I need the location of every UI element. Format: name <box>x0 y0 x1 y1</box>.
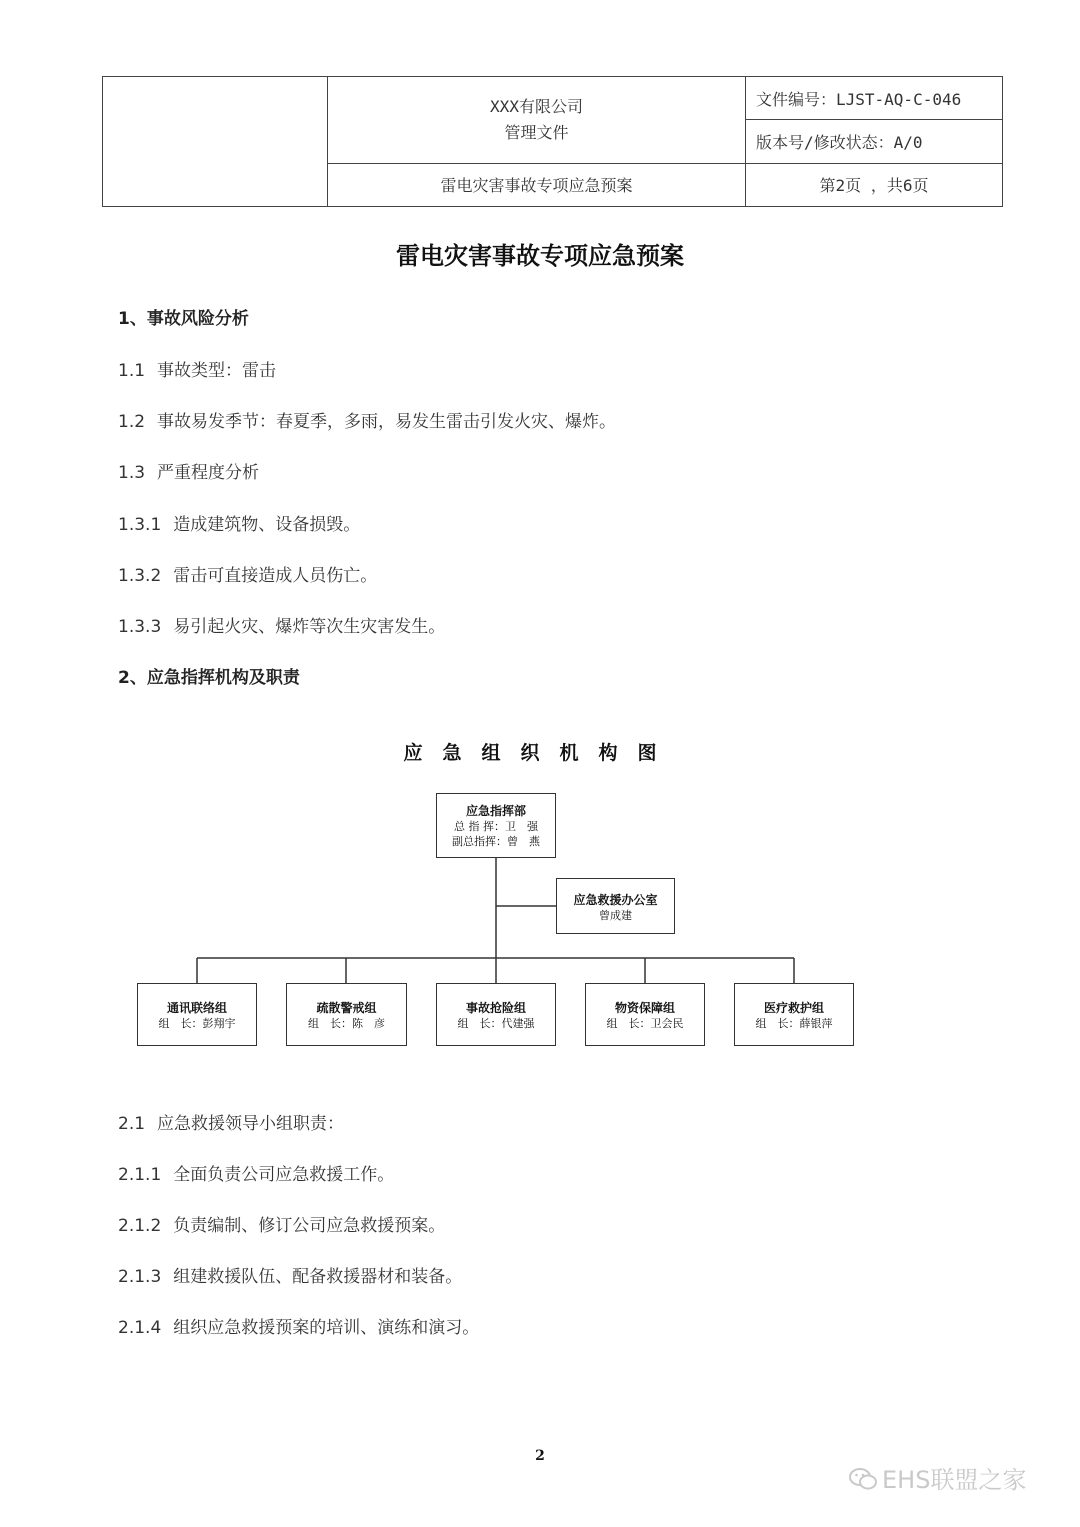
box-name: 疏散警戒组 <box>316 1001 377 1015</box>
item-number: 2.1.2 <box>118 1216 162 1236</box>
box-line: 曾成建 <box>599 909 632 922</box>
item-number: 2.1 <box>118 1114 146 1134</box>
item-text: 雷击可直接造成人员伤亡。 <box>173 566 378 586</box>
section2-item <box>118 1313 479 1338</box>
box-name: 应急指挥部 <box>465 804 526 818</box>
box-name: 事故抢险组 <box>465 1001 526 1015</box>
item-number: 2.1.3 <box>118 1267 162 1287</box>
box-name: 物资保障组 <box>614 1001 675 1015</box>
version-status: 版本号/修改状态：A/0 <box>746 120 1003 163</box>
group-box <box>137 983 257 1046</box>
item-text: 事故易发季节：春夏季，多雨，易发生雷击引发火灾、爆炸。 <box>157 412 617 432</box>
section2-item <box>118 1211 445 1236</box>
group-box <box>734 983 854 1046</box>
box-line: 副总指挥：曾 燕 <box>452 835 540 848</box>
box-line: 组 长：彭翔宇 <box>158 1017 236 1030</box>
box-name: 医疗救护组 <box>763 1001 824 1015</box>
watermark <box>848 1460 1026 1495</box>
rescue-office-box <box>556 878 675 934</box>
box-line: 总 指 挥：卫 强 <box>454 820 538 833</box>
box-line: 组 长：陈 彦 <box>308 1017 385 1030</box>
box-line: 组 长：卫会民 <box>606 1017 684 1030</box>
item-text: 造成建筑物、设备损毁。 <box>173 515 361 535</box>
document-title: 雷电灾害事故专项应急预案 <box>396 242 684 270</box>
section1-heading: 1、事故风险分析 <box>118 309 249 329</box>
section2-item <box>118 1262 462 1287</box>
item-text: 严重程度分析 <box>157 463 260 483</box>
box-line: 组 长：代建强 <box>457 1017 535 1030</box>
group-box <box>436 983 556 1046</box>
item-number: 1.3.2 <box>118 566 162 586</box>
page-info: 第2页 ，共6页 <box>746 163 1003 206</box>
item-number: 1.1 <box>118 361 146 381</box>
plan-name: 雷电灾害事故专项应急预案 <box>328 163 746 206</box>
section2-heading: 2、应急指挥机构及职责 <box>118 668 300 688</box>
item-number: 1.3 <box>118 463 146 483</box>
box-name: 通讯联络组 <box>166 1001 227 1015</box>
item-number: 1.3.3 <box>118 617 162 637</box>
item-text: 组织应急救援预案的培训、演练和演习。 <box>173 1318 480 1338</box>
box-line: 组 长：薛银萍 <box>755 1017 833 1030</box>
group-box <box>286 983 407 1046</box>
item-number: 2.1.1 <box>118 1165 162 1185</box>
watermark-text: EHS联盟之家 <box>882 1466 1027 1494</box>
command-center-box <box>436 793 556 858</box>
item-text: 全面负责公司应急救援工作。 <box>173 1165 395 1185</box>
item-number: 1.2 <box>118 412 146 432</box>
item-text: 事故类型：雷击 <box>157 361 277 381</box>
doc-number: 文件编号：LJST-AQ-C-046 <box>746 77 1003 120</box>
org-chart-title: 应急组织机构图 <box>403 742 677 764</box>
item-text: 组建救援队伍、配备救援器材和装备。 <box>173 1267 463 1287</box>
item-text: 应急救援领导小组职责： <box>157 1114 345 1134</box>
box-name: 应急救援办公室 <box>573 893 658 907</box>
company-name: XXX有限公司 <box>490 96 583 116</box>
item-number: 1.3.1 <box>118 515 162 535</box>
group-box <box>585 983 705 1046</box>
doc-type: 管理文件 <box>504 122 569 142</box>
page-number: 2 <box>535 1448 545 1464</box>
item-number: 2.1.4 <box>118 1318 162 1338</box>
section2-item <box>118 1160 394 1185</box>
section2-item <box>118 1109 344 1134</box>
wechat-icon <box>848 1467 878 1491</box>
item-text: 易引起火灾、爆炸等次生灾害发生。 <box>173 617 446 637</box>
item-text: 负责编制、修订公司应急救援预案。 <box>173 1216 446 1236</box>
